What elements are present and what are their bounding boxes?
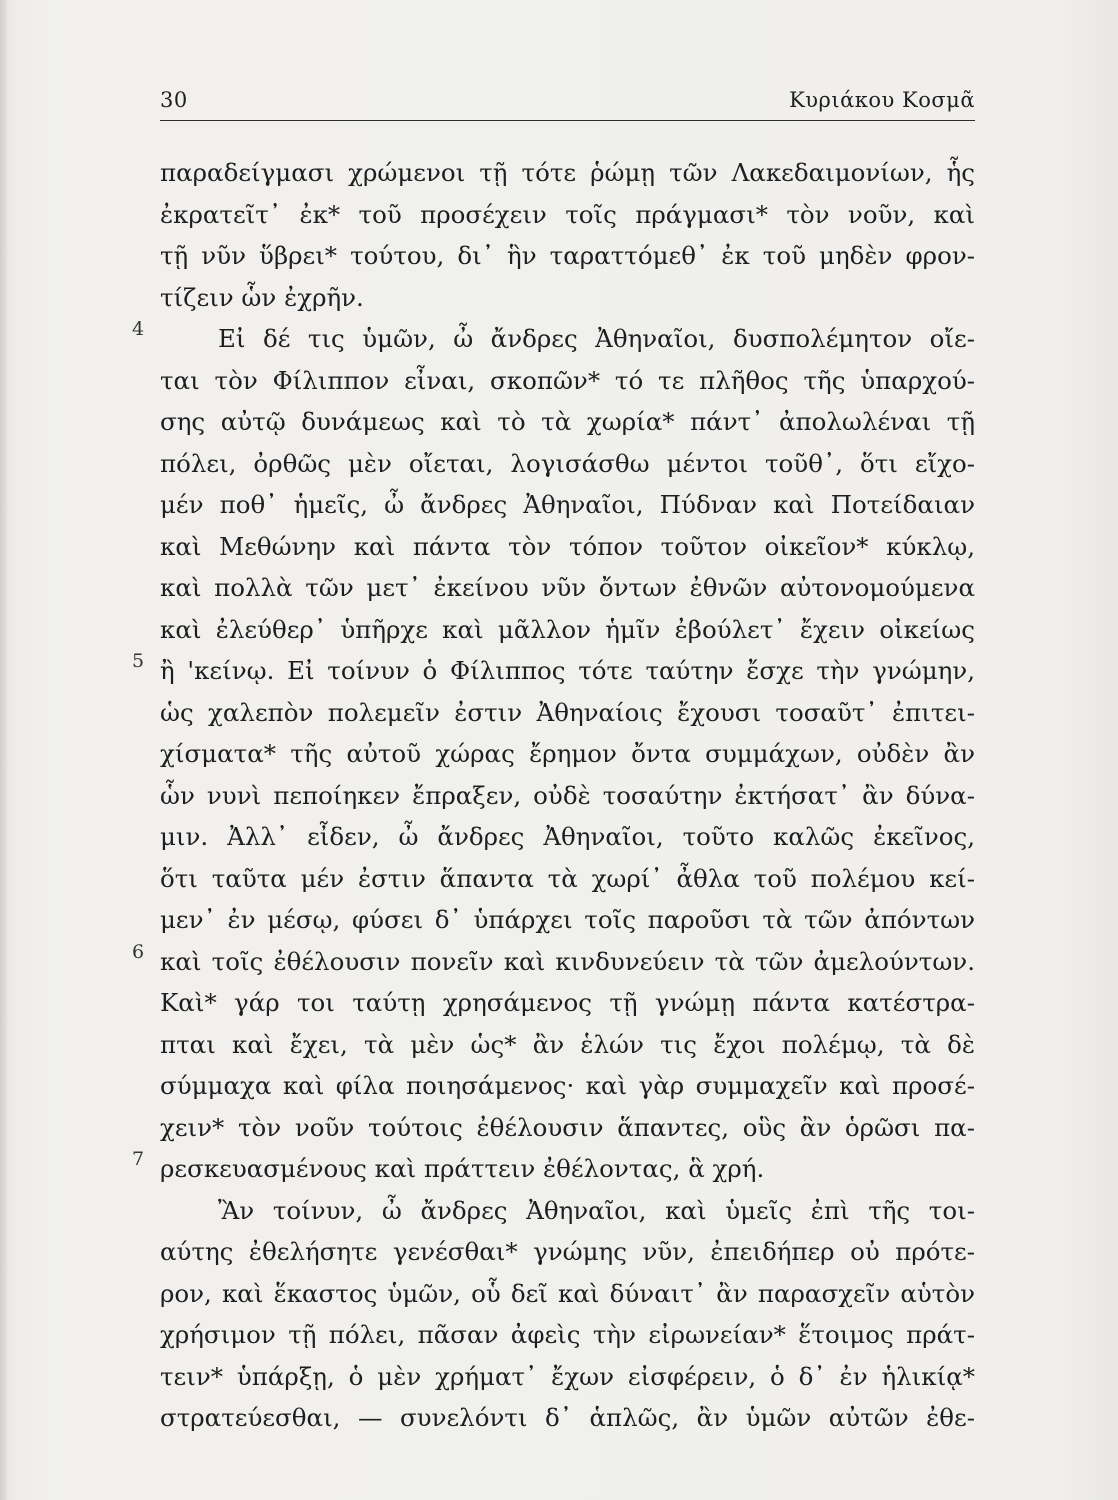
text-line: παραδείγμασι χρώμενοι τῇ τότε ῥώμῃ τῶν Λακεδαιμονίων, ἧς [160, 158, 975, 187]
text-line: αύτης ἐθελήσητε γενέσθαι* γνώμης νῦν, ἐπειδήπερ οὐ πρότε- [160, 1237, 975, 1266]
text-line: ἐκρατεῖτ᾽ ἐκ* τοῦ προσέχειν τοῖς πράγμασι* τὸν νοῦν, καὶ [160, 199, 975, 229]
text-line: ται τὸν Φίλιππον εἶναι, σκοπῶν* τό τε πλῆθος τῆς ὑπαρχού- [160, 365, 975, 395]
text-line: ρεσκευασμένους καὶ πράττειν ἐθέλοντας, ἃ χρή. [160, 1154, 765, 1183]
page-header [160, 80, 975, 116]
text-line: σης αὐτῷ δυνάμεως καὶ τὸ τὰ χωρία* πάντ᾽ ἀπολωλέναι τῇ [160, 407, 975, 436]
text-line: Ἂν τοίνυν, ὦ ἄνδρες Ἀθηναῖοι, καὶ ὑμεῖς ἐπὶ τῆς τοι- [218, 1195, 975, 1225]
running-head: Κυριάκου Κοσμᾶ [789, 88, 975, 112]
section-number-6: 6 [131, 941, 145, 963]
section-number-5: 5 [131, 650, 145, 672]
text-line: χειν* τὸν νοῦν τούτοις ἐθέλουσιν ἅπαντες, οὓς ἂν ὁρῶσι πα- [160, 1112, 975, 1142]
text-line: μεν᾽ ἐν μέσῳ, φύσει δ᾽ ὑπάρχει τοῖς παροῦσι τὰ τῶν ἀπόντων [160, 905, 975, 934]
text-line: σύμμαχα καὶ φίλα ποιησάμενος· καὶ γὰρ συμμαχεῖν καὶ προσέ- [160, 1071, 975, 1100]
text-line: καὶ τοῖς ἐθέλουσιν πονεῖν καὶ κινδυνεύειν τὰ τῶν ἀμελούντων. [160, 946, 975, 976]
text-line: ὅτι ταῦτα μέν ἐστιν ἅπαντα τὰ χωρί᾽ ἆθλα τοῦ πολέμου κεί- [160, 863, 975, 893]
body-text [160, 152, 975, 1439]
text-line: χίσματα* τῆς αὐτοῦ χώρας ἔρημον ὄντα συμμάχων, οὐδὲν ἂν [160, 739, 975, 768]
header-rule [160, 120, 975, 121]
text-line: καὶ πολλὰ τῶν μετ᾽ ἐκείνου νῦν ὄντων ἐθνῶν αὐτονομούμενα [160, 573, 975, 602]
text-line: τειν* ὑπάρξῃ, ὁ μὲν χρήματ᾽ ἔχων εἰσφέρειν, ὁ δ᾽ ἐν ἡλικίᾳ* [160, 1361, 975, 1391]
page-number: 30 [160, 88, 188, 112]
text-line: πται καὶ ἔχει, τὰ μὲν ὡς* ἂν ἑλών τις ἔχοι πολέμῳ, τὰ δὲ [160, 1029, 975, 1059]
text-line: χρήσιμον τῇ πόλει, πᾶσαν ἀφεὶς τὴν εἰρωνείαν* ἕτοιμος πράτ- [160, 1320, 975, 1349]
text-line: στρατεύεσθαι, — συνελόντι δ᾽ ἁπλῶς, ἂν ὑμῶν αὐτῶν ἐθε- [160, 1403, 975, 1432]
text-line: καὶ Μεθώνην καὶ πάντα τὸν τόπον τοῦτον οἰκεῖον* κύκλῳ, [160, 531, 975, 561]
text-line: ρον, καὶ ἕκαστος ὑμῶν, οὗ δεῖ καὶ δύναιτ᾽ ἂν παρασχεῖν αὑτὸν [160, 1278, 975, 1308]
text-line: μέν ποθ᾽ ἡμεῖς, ὦ ἄνδρες Ἀθηναῖοι, Πύδναν καὶ Ποτείδαιαν [160, 490, 975, 519]
text-line: ὧν νυνὶ πεποίηκεν ἔπραξεν, οὐδὲ τοσαύτην ἐκτήσατ᾽ ἂν δύνα- [160, 780, 975, 810]
page-binding-edge [0, 0, 8, 1500]
text-line: Καὶ* γάρ τοι ταύτῃ χρησάμενος τῇ γνώμῃ πάντα κατέστρα- [160, 988, 975, 1017]
text-line: πόλει, ὀρθῶς μὲν οἴεται, λογισάσθω μέντοι τοῦθ᾽, ὅτι εἴχο- [160, 448, 975, 478]
text-line: καὶ ἐλεύθερ᾽ ὑπῆρχε καὶ μᾶλλον ἡμῖν ἐβούλετ᾽ ἔχειν οἰκείως [160, 614, 975, 644]
text-line: μιν. Ἀλλ᾽ εἶδεν, ὦ ἄνδρες Ἀθηναῖοι, τοῦτο καλῶς ἐκεῖνος, [160, 822, 975, 851]
text-line: ὡς χαλεπὸν πολεμεῖν ἐστιν Ἀθηναίοις ἔχουσι τοσαῦτ᾽ ἐπιτει- [160, 697, 975, 727]
text-line: ἢ 'κείνῳ. Εἰ τοίνυν ὁ Φίλιππος τότε ταύτην ἔσχε τὴν γνώμην, [160, 656, 975, 685]
text-line: τίζειν ὧν ἐχρῆν. [160, 282, 364, 312]
section-number-4: 4 [131, 318, 145, 340]
text-line: Εἰ δέ τις ὑμῶν, ὦ ἄνδρες Ἀθηναῖοι, δυσπολέμητον οἴε- [218, 324, 975, 353]
text-line: τῇ νῦν ὕβρει* τούτου, δι᾽ ἣν ταραττόμεθ᾽ ἐκ τοῦ μηδὲν φρον- [160, 241, 975, 270]
section-number-7: 7 [131, 1148, 145, 1170]
